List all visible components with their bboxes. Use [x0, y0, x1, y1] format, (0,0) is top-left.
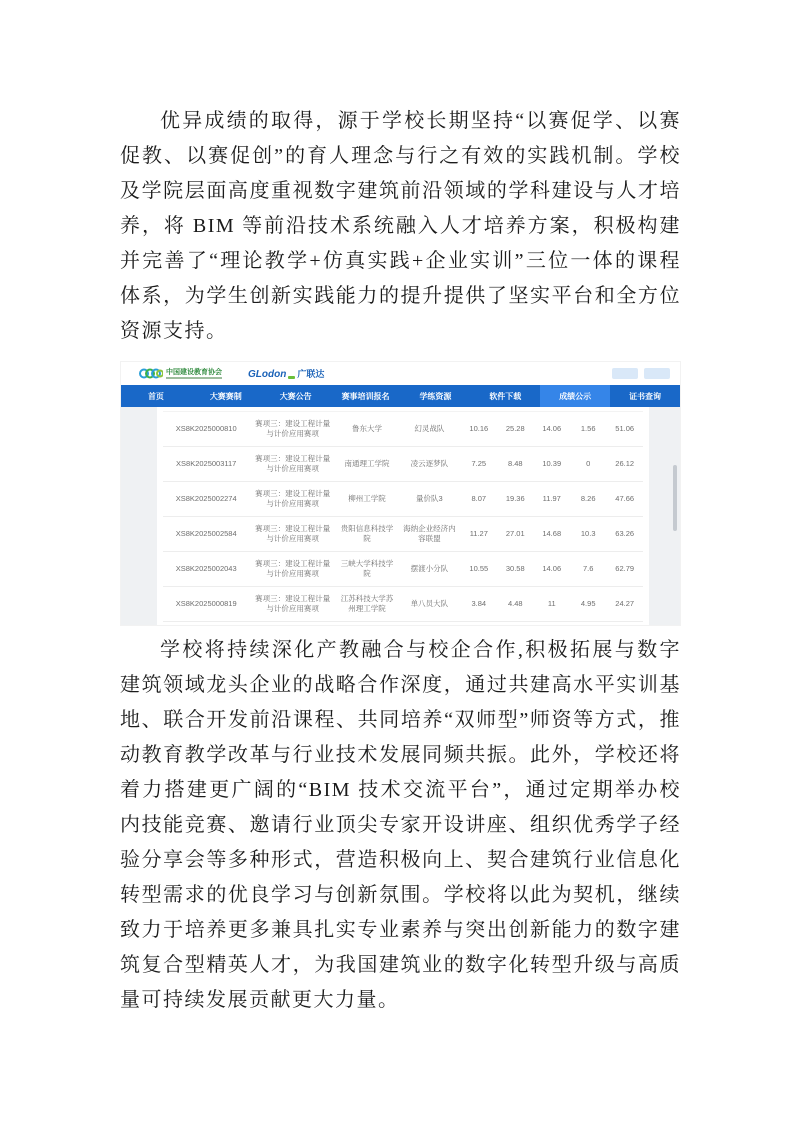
cell-score-4: 8.26 — [580, 493, 596, 503]
cfce-association-logo[interactable] — [139, 367, 222, 380]
embedded-website-screenshot — [120, 361, 681, 626]
cell-score-3: 14.06 — [542, 563, 562, 573]
cell-total-score: 51.06 — [615, 423, 635, 433]
cfce-logo-subtext-line — [166, 377, 222, 379]
cell-event: 赛项三：建设工程计量与计价应用赛项 — [255, 453, 331, 473]
nav-item-results-public[interactable]: 成绩公示 — [540, 385, 610, 407]
cell-score-2: 4.48 — [507, 598, 523, 608]
cell-school: 柳州工学院 — [348, 493, 386, 503]
table-row — [163, 587, 643, 622]
nav-item-learning-resources[interactable]: 学练资源 — [419, 391, 452, 401]
cell-team: 幻灵战队 — [414, 423, 445, 433]
nav-item-software-download[interactable]: 软件下载 — [489, 391, 522, 401]
cell-score-2: 27.01 — [505, 528, 525, 538]
header-button-1[interactable] — [612, 368, 638, 379]
nav-item-rules[interactable]: 大赛赛制 — [209, 391, 242, 401]
nav-item-training-signup[interactable]: 赛事培训报名 — [341, 391, 390, 401]
cell-score-3: 14.68 — [542, 528, 562, 538]
cell-score-2: 25.28 — [505, 423, 525, 433]
cell-team: 单八员大队 — [410, 598, 449, 608]
glodon-accent-icon — [288, 376, 295, 379]
results-table — [157, 407, 649, 625]
table-row — [163, 552, 643, 587]
cell-total-score: 62.79 — [615, 563, 635, 573]
cell-score-2: 30.58 — [505, 563, 525, 573]
content-left-margin — [121, 407, 157, 625]
scrollbar-thumb[interactable] — [673, 465, 677, 531]
cell-score-1: 3.84 — [471, 598, 487, 608]
cell-score-3: 14.06 — [542, 423, 562, 433]
cell-total-score: 47.66 — [615, 493, 635, 503]
cell-registration-id: XS8K2025000819 — [175, 598, 237, 608]
cell-score-1: 10.55 — [469, 563, 489, 573]
cell-score-4: 7.6 — [582, 563, 594, 573]
cfce-rings-icon — [139, 367, 163, 380]
site-nav — [121, 385, 680, 407]
site-content — [121, 407, 680, 625]
cell-score-4: 0 — [586, 458, 591, 468]
cell-team: 海纳企业经济内容联盟 — [403, 523, 456, 543]
header-buttons — [612, 368, 670, 379]
cell-registration-id: XS8K2025002043 — [175, 563, 237, 573]
glodon-logo[interactable] — [248, 367, 324, 380]
cell-score-4: 1.56 — [580, 423, 596, 433]
header-button-2[interactable] — [644, 368, 670, 379]
table-row — [163, 482, 643, 517]
cell-event: 赛项三：建设工程计量与计价应用赛项 — [255, 418, 331, 438]
cell-school: 三峡大学科技学院 — [340, 558, 394, 578]
cell-event: 赛项三：建设工程计量与计价应用赛项 — [255, 593, 331, 613]
nav-item-certificate-query[interactable]: 证书查询 — [629, 391, 662, 401]
cell-event: 赛项三：建设工程计量与计价应用赛项 — [255, 488, 331, 508]
cell-team: 凌云逐梦队 — [410, 458, 449, 468]
cell-total-score: 63.26 — [615, 528, 635, 538]
glodon-logo-cn: 广联达 — [297, 369, 325, 379]
cell-score-3: 11 — [547, 598, 556, 608]
cell-score-2: 8.48 — [507, 458, 523, 468]
site-header — [121, 362, 680, 385]
cell-registration-id: XS8K2025002274 — [175, 493, 237, 503]
cell-event: 赛项三：建设工程计量与计价应用赛项 — [255, 558, 331, 578]
table-row — [163, 411, 643, 447]
cell-registration-id: XS8K2025000810 — [175, 423, 237, 433]
cfce-logo-text-block — [166, 369, 222, 379]
cfce-logo-text: 中国建设教育协会 — [166, 368, 222, 376]
cell-team: 量价队3 — [416, 493, 443, 503]
cell-team: 摆渡小分队 — [410, 563, 449, 573]
cell-school: 鲁东大学 — [351, 423, 382, 433]
site-logos — [139, 367, 324, 380]
cell-score-2: 19.36 — [505, 493, 525, 503]
cell-score-3: 10.39 — [542, 458, 562, 468]
cell-total-score: 26.12 — [615, 458, 635, 468]
cell-event: 赛项三：建设工程计量与计价应用赛项 — [255, 523, 331, 543]
paragraph-2: 学校将持续深化产教融合与校企合作,积极拓展与数字建筑领域龙头企业的战略合作深度，通过共建高水平实训基地、联合开发前沿课程、共同培养“双师型”师资等方式，推动教育教学改革与行业技术发展同频共振。此外，学校还将着力搭建更广阔的“BIM 技术交流平台”，通过定期举办校内技能竞赛、邀请行业顶尖专家开设讲座、组织优秀学子经验分享会等多种形式，营造积极向上、契合建筑行业信息化转型需求的优良学习与创新氛围。学校将以此为契机，继续致力于培养更多兼具扎实专业素养与突出创新能力的数字建筑复合型精英人才，为我国建筑业的数字化转型升级与高质量可持续发展贡献更大力量。 — [120, 639, 681, 1011]
cell-school: 贵阳信息科技学院 — [340, 523, 394, 543]
cell-registration-id: XS8K2025003117 — [176, 458, 237, 468]
paragraph-1: 优异成绩的取得，源于学校长期坚持“以赛促学、以赛促教、以赛促创”的育人理念与行之有效的实践机制。学校及学院层面高度重视数字建筑前沿领域的学科建设与人才培养，将 BIM 等前沿技术系统融入人才培养方案，积极构建并完善了“理论教学+仿真实践+企业实训”三位一体的课程体系，为学生创新实践能力的提升提供了坚实平台和全方位资源支持。 — [120, 110, 681, 342]
cell-score-1: 10.16 — [469, 423, 489, 433]
cell-registration-id: XS8K2025002584 — [175, 528, 237, 538]
content-right-margin — [649, 407, 680, 625]
nav-item-home[interactable]: 首页 — [147, 391, 164, 401]
cell-score-1: 7.25 — [471, 458, 487, 468]
glodon-logo-en: GLodon — [248, 369, 287, 380]
cell-score-1: 11.27 — [469, 528, 488, 538]
cell-school: 江苏科技大学苏州理工学院 — [340, 593, 394, 613]
cell-score-1: 8.07 — [471, 493, 487, 503]
cell-score-4: 10.3 — [580, 528, 596, 538]
nav-item-announcements[interactable]: 大赛公告 — [279, 391, 312, 401]
cell-score-4: 4.95 — [580, 598, 596, 608]
cell-score-3: 11.97 — [542, 493, 561, 503]
cell-total-score: 24.27 — [615, 598, 635, 608]
table-row — [163, 517, 643, 552]
cell-school: 南通理工学院 — [344, 458, 390, 468]
table-row — [163, 447, 643, 482]
